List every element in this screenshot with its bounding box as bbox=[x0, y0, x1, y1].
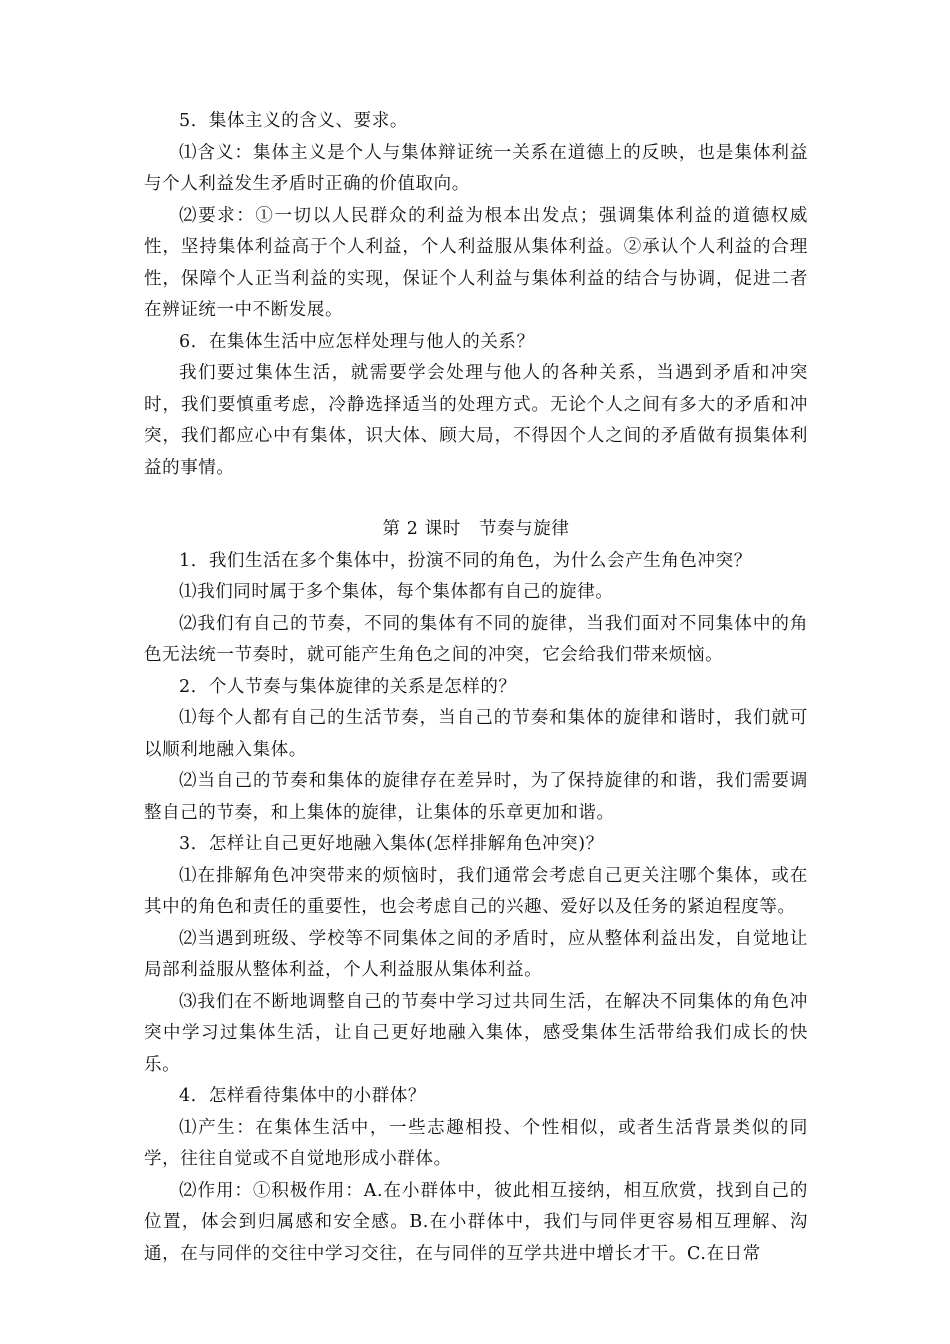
answer-small-groups-origin: ⑴产生：在集体生活中，一些志趣相投、个性相似，或者生活背景类似的同学，往往自觉或不自觉地形成小群体。 bbox=[144, 1117, 808, 1169]
answer-small-groups-role: ⑵作用：①积极作用：A.在小群体中，彼此相互接纳，相互欣赏，找到自己的位置，体会到归属感和安全感。B.在小群体中，我们与同伴更容易相互理解、沟通，在与同伴的交往中学习交往，在与同伴的互学共进中增长才干。C.在日常 bbox=[144, 1180, 808, 1264]
paragraph-handle-relations: 我们要过集体生活，就需要学会处理与他人的各种关系，当遇到矛盾和冲突时，我们要慎重考虑，冷静选择适当的处理方式。无论个人之间有多大的矛盾和冲突，我们都应心中有集体，识大体、顾大局，不得因个人之间的矛盾做有损集体利益的事情。 bbox=[144, 363, 808, 478]
answer-rhythm-melody-2: ⑵当自己的节奏和集体的旋律存在差异时，为了保持旋律的和谐，我们需要调整自己的节奏，和上集体的旋律，让集体的乐章更加和谐。 bbox=[144, 771, 808, 823]
question-rhythm-melody: 2．个人节奏与集体旋律的关系是怎样的？ bbox=[179, 676, 517, 697]
paragraph-collectivism-meaning: ⑴含义：集体主义是个人与集体辩证统一关系在道德上的反映，也是集体利益与个人利益发生矛盾时正确的价值取向。 bbox=[144, 142, 808, 194]
document-page bbox=[144, 106, 808, 1270]
answer-role-conflict-2: ⑵我们有自己的节奏，不同的集体有不同的旋律，当我们面对不同集体中的角色无法统一节奏时，就可能产生角色之间的冲突，它会给我们带来烦恼。 bbox=[144, 613, 808, 665]
answer-integrate-2: ⑵当遇到班级、学校等不同集体之间的矛盾时，应从整体利益出发，自觉地让局部利益服从整体利益，个人利益服从集体利益。 bbox=[144, 928, 808, 980]
answer-integrate-1: ⑴在排解角色冲突带来的烦恼时，我们通常会考虑自己更关注哪个集体，或在其中的角色和责任的重要性，也会考虑自己的兴趣、爱好以及任务的紧迫程度等。 bbox=[144, 865, 808, 917]
lesson-title: 第 2 课时 节奏与旋律 bbox=[382, 519, 570, 539]
question-small-groups: 4．怎样看待集体中的小群体？ bbox=[179, 1086, 427, 1106]
paragraph-collectivism-requirements: ⑵要求：①一切以人民群众的利益为根本出发点；强调集体利益的道德权威性，坚持集体利益高于个人利益，个人利益服从集体利益。②承认个人利益的合理性，保障个人正当利益的实现，保证个人利益与集体利益的结合与协调，促进二者在辨证统一中不断发展。 bbox=[144, 205, 808, 320]
question-integrate-collective: 3．怎样让自己更好地融入集体(怎样排解角色冲突)？ bbox=[179, 834, 604, 854]
answer-rhythm-melody-1: ⑴每个人都有自己的生活节奏，当自己的节奏和集体的旋律和谐时，我们就可以顺利地融入集体。 bbox=[144, 708, 808, 760]
question-role-conflict: 1．我们生活在多个集体中，扮演不同的角色，为什么会产生角色冲突？ bbox=[179, 550, 752, 571]
answer-role-conflict-1: ⑴我们同时属于多个集体，每个集体都有自己的旋律。 bbox=[179, 582, 614, 602]
answer-integrate-3: ⑶我们在不断地调整自己的节奏中学习过共同生活，在解决不同集体的角色冲突中学习过集体生活，让自己更好地融入集体，感受集体生活带给我们成长的快乐。 bbox=[144, 991, 808, 1075]
heading-handle-relations: 6．在集体生活中应怎样处理与他人的关系？ bbox=[179, 331, 535, 352]
section-spacer bbox=[144, 484, 808, 514]
heading-collectivism: 5．集体主义的含义、要求。 bbox=[179, 111, 408, 131]
